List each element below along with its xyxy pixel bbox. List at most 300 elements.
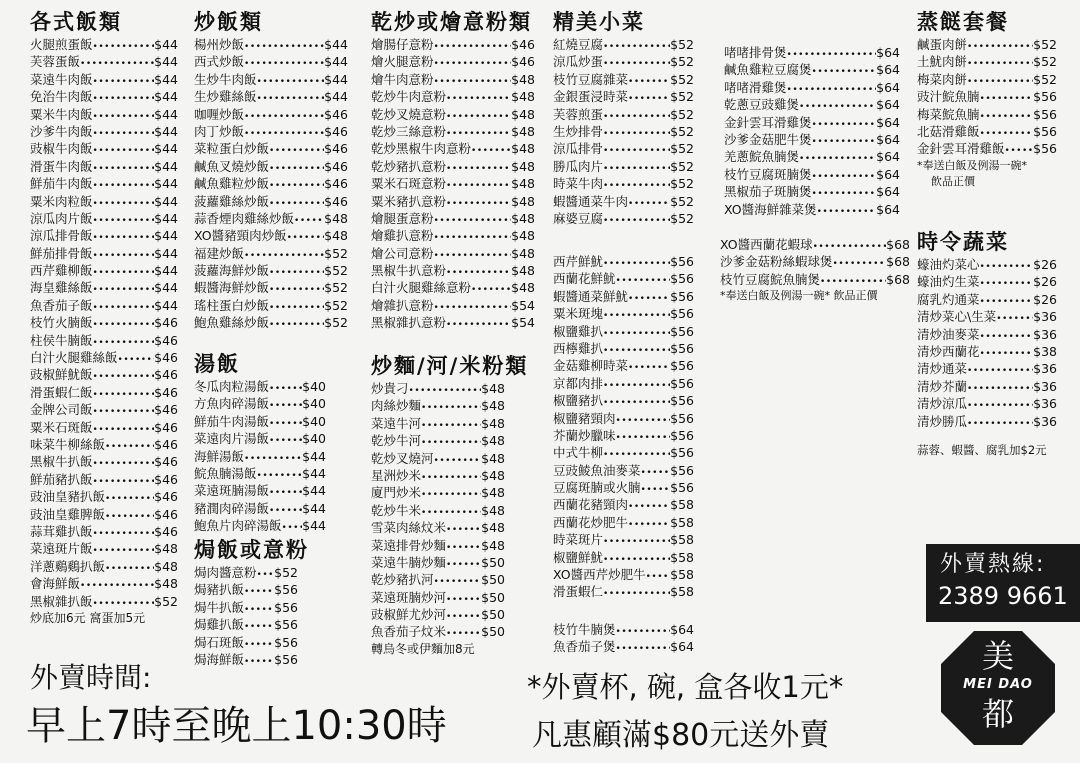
dot-leader [1005, 140, 1034, 157]
section-steamed [917, 8, 1057, 190]
menu-item-name: 菠蘿海鮮炒飯 [194, 263, 270, 279]
menu-item-price: $64 [876, 62, 900, 78]
menu-item-price: $44 [154, 123, 178, 139]
hours-time: 早上7時至晚上10:30時 [26, 703, 447, 749]
dot-leader [641, 479, 671, 496]
menu-item-name: 涼瓜排骨 [553, 141, 604, 157]
dot-leader [421, 484, 481, 501]
dot-leader [787, 79, 877, 96]
menu-item-name: 菠蘿雞絲炒飯 [194, 193, 270, 209]
dot-leader [628, 514, 670, 531]
menu-item-name: 菜遠斑腩湯飯 [194, 483, 270, 499]
menu-item [917, 36, 1057, 53]
menu-item-price: $64 [876, 201, 900, 217]
menu-item-price: $56 [1033, 141, 1057, 157]
menu-item-name: 粟米石斑意粉 [371, 176, 447, 192]
menu-item-price: $50 [481, 572, 505, 588]
dot-leader [446, 589, 481, 606]
menu-item-name: 魚香茄子飯 [30, 297, 93, 313]
menu-item-price: $36 [1033, 396, 1057, 412]
menu-item [194, 175, 348, 192]
menu-item-name: 鮑魚雞絲炒飯 [194, 315, 270, 331]
menu-item-price: $48 [154, 576, 178, 592]
menu-item-name: 時菜斑片 [553, 532, 604, 548]
menu-item-price: $36 [1033, 326, 1057, 342]
menu-item [553, 140, 694, 157]
menu-item-price: $44 [154, 297, 178, 313]
menu-item [724, 44, 900, 61]
dot-leader [287, 227, 325, 244]
menu-item-name: 鹹魚雞粒炒飯 [194, 176, 270, 192]
menu-item [553, 175, 694, 192]
dot-leader [799, 148, 876, 165]
dot-leader [628, 88, 670, 105]
hotline-number: 2389 9661 [938, 582, 1068, 610]
menu-item-name: 黑椒牛扒意粉 [371, 263, 447, 279]
dot-leader [244, 53, 324, 70]
menu-item [724, 114, 900, 131]
dot-leader [446, 537, 481, 554]
dot-leader [603, 444, 670, 461]
section-title: 乾炒或燴意粉類 [371, 10, 532, 34]
menu-list [553, 253, 694, 601]
menu-item-price: $56 [670, 445, 694, 461]
menu-item-price: $44 [154, 263, 178, 279]
dot-leader [93, 36, 155, 53]
dot-leader [603, 549, 670, 566]
menu-item [553, 583, 694, 600]
section-note: 炒底加6元 窩蛋加5元 [30, 610, 146, 625]
dot-leader [434, 227, 512, 244]
menu-item-price: $46 [154, 436, 178, 452]
menu-item [371, 175, 535, 192]
menu-item-name: 蝦醬通菜牛肉 [553, 193, 629, 209]
dot-leader [434, 571, 482, 588]
menu-item-price: $44 [154, 176, 178, 192]
menu-item-price: $36 [1033, 361, 1057, 377]
menu-item-name: 菜遠牛肉飯 [30, 71, 93, 87]
menu-item [371, 279, 535, 296]
dot-leader [421, 467, 481, 484]
dot-leader [244, 106, 324, 123]
menu-item [30, 314, 178, 331]
dot-leader [244, 36, 324, 53]
menu-item [724, 166, 900, 183]
dot-leader [434, 36, 512, 53]
menu-item [194, 53, 348, 70]
dot-leader [967, 395, 1033, 412]
menu-item-price: $46 [154, 367, 178, 383]
dot-leader [93, 123, 155, 140]
dot-leader [269, 413, 302, 430]
menu-item-price: $48 [154, 558, 178, 574]
dot-leader [980, 326, 1034, 343]
menu-item-name: 蒜茸雞扒飯 [30, 523, 93, 539]
menu-item-price: $50 [481, 554, 505, 570]
menu-item [194, 262, 348, 279]
menu-item [30, 332, 178, 349]
section-claypot-2 [720, 236, 910, 304]
dot-leader [93, 332, 155, 349]
menu-item-name: 咖喱炒飯 [194, 106, 245, 122]
dot-leader [812, 61, 877, 78]
menu-item-price: $58 [670, 567, 694, 583]
menu-item-price: $68 [886, 271, 910, 287]
menu-item-price: $48 [481, 520, 505, 536]
menu-item-price: $64 [670, 639, 694, 655]
menu-item-name: 芥蘭炒臘味 [553, 427, 616, 443]
menu-item [371, 450, 505, 467]
menu-item [194, 123, 348, 140]
menu-list [30, 36, 178, 610]
menu-item-price: $46 [154, 454, 178, 470]
menu-item [194, 210, 348, 227]
menu-item-name: 冬瓜肉粒湯飯 [194, 379, 270, 394]
menu-item-name: 海皇雞絲飯 [30, 280, 93, 296]
promo-free-delivery: 凡惠顧滿$80元送外賣 [532, 718, 830, 753]
menu-item [917, 123, 1057, 140]
dot-leader [93, 193, 155, 210]
menu-item [194, 634, 298, 651]
menu-item-price: $52 [670, 158, 694, 174]
menu-item [553, 193, 694, 210]
menu-item [371, 623, 505, 640]
menu-item-name: 椒鹽鮮魷 [553, 549, 604, 565]
dot-leader [244, 599, 274, 616]
menu-item-price: $48 [511, 280, 535, 296]
logo-latin: MEI DAO [963, 677, 1033, 692]
menu-list [371, 380, 505, 641]
menu-item-price: $44 [302, 483, 326, 499]
menu-item-price: $44 [154, 54, 178, 70]
menu-item-name: 枝竹豆腐鯇魚腩煲 [720, 271, 821, 287]
dot-leader [603, 340, 670, 357]
menu-item [917, 88, 1057, 105]
menu-list [194, 378, 326, 535]
hotline-box [926, 544, 1080, 622]
menu-item-name: 啫啫排骨煲 [724, 45, 787, 60]
menu-item-name: 鹹魚雞粒豆腐煲 [724, 62, 812, 78]
dot-leader [244, 634, 274, 651]
menu-item-price: $44 [324, 89, 348, 105]
section-note: 飲品正價 [931, 174, 975, 188]
menu-item [371, 123, 535, 140]
menu-item-price: $46 [154, 506, 178, 522]
menu-item-price: $52 [670, 123, 694, 139]
menu-item [30, 488, 178, 505]
section-title: 時令蔬菜 [917, 230, 1009, 254]
dot-leader [93, 279, 155, 296]
dot-leader [813, 236, 887, 253]
menu-item-name: 乾炒豬扒河 [371, 572, 434, 588]
menu-item [917, 71, 1057, 88]
menu-item-price: $44 [324, 54, 348, 70]
menu-item [194, 599, 298, 616]
dot-leader [603, 106, 670, 123]
menu-item-name: 福建炒飯 [194, 245, 245, 261]
menu-item-price: $56 [1033, 123, 1057, 139]
dot-leader [616, 638, 671, 655]
menu-item-price: $48 [481, 415, 505, 431]
menu-item-price: $58 [670, 514, 694, 530]
menu-item-price: $64 [876, 149, 900, 165]
menu-item-price: $50 [481, 624, 505, 640]
menu-item-name: 梅菜肉餅 [917, 71, 968, 87]
menu-item-name: 豉油皇豬扒飯 [30, 489, 106, 505]
dot-leader [616, 427, 671, 444]
menu-item-name: 燴公司意粉 [371, 245, 434, 261]
menu-item-name: 燴腸仔意粉 [371, 37, 434, 52]
dot-leader [980, 291, 1034, 308]
menu-item-name: 椒鹽豬扒 [553, 393, 604, 409]
menu-item [553, 514, 694, 531]
menu-item-price: $58 [670, 532, 694, 548]
menu-item-name: 滑蛋蝦仁 [553, 584, 604, 600]
menu-item [553, 71, 694, 88]
menu-item-name: XO醬豬頸肉炒飯 [194, 228, 287, 244]
dot-leader [967, 413, 1033, 430]
menu-list [553, 621, 694, 656]
menu-item [194, 651, 298, 668]
menu-item [371, 502, 505, 519]
dot-leader [409, 380, 482, 397]
menu-item [553, 410, 694, 427]
dot-leader [817, 201, 877, 218]
section-pasta [371, 8, 535, 332]
menu-item [194, 36, 348, 53]
dot-leader [244, 448, 302, 465]
dot-leader [603, 253, 670, 270]
dot-leader [257, 88, 325, 105]
menu-list [371, 36, 535, 332]
menu-item-price: $56 [274, 651, 298, 667]
menu-item-price: $48 [324, 228, 348, 244]
menu-item-price: $46 [154, 384, 178, 400]
dot-leader [257, 564, 275, 581]
dot-leader [628, 288, 670, 305]
menu-item [30, 558, 178, 575]
menu-item-name: 粟米牛肉飯 [30, 106, 93, 122]
menu-item-name: 燴雞扒意粉 [371, 228, 434, 244]
dot-leader [446, 606, 481, 623]
menu-item [553, 444, 694, 461]
menu-item-name: 菜遠斑腩炒河 [371, 589, 447, 605]
dot-leader [282, 517, 303, 534]
menu-item-name: 西蘭花豬頸肉 [553, 497, 629, 513]
dot-leader [799, 96, 876, 113]
dot-leader [269, 430, 302, 447]
dot-leader [446, 623, 481, 640]
menu-item [917, 378, 1057, 395]
dot-leader [980, 123, 1034, 140]
menu-item-name: 乾炒豬扒意粉 [371, 158, 447, 174]
menu-item [30, 193, 178, 210]
dot-leader [80, 575, 154, 592]
menu-item [30, 71, 178, 88]
dot-leader [603, 305, 670, 322]
menu-item [30, 140, 178, 157]
dot-leader [93, 523, 155, 540]
menu-item-name: 乾炒牛肉意粉 [371, 89, 447, 105]
menu-item-price: $56 [670, 375, 694, 391]
menu-item-price: $46 [154, 523, 178, 539]
menu-item [553, 288, 694, 305]
menu-item-name: 金銀蛋浸時菜 [553, 89, 629, 105]
menu-item [194, 517, 326, 534]
menu-item-price: $44 [324, 71, 348, 87]
menu-item-price: $46 [154, 350, 178, 366]
menu-item [30, 401, 178, 418]
dot-leader [446, 314, 511, 331]
dot-leader [980, 106, 1034, 123]
menu-item-price: $56 [1033, 106, 1057, 122]
menu-item-price: $48 [511, 89, 535, 105]
menu-item-price: $44 [302, 500, 326, 516]
dot-leader [628, 357, 670, 374]
menu-item [371, 589, 505, 606]
menu-item-name: 雪菜肉絲炆米 [371, 520, 447, 536]
menu-item-price: $44 [154, 280, 178, 296]
menu-item-price: $56 [670, 340, 694, 356]
section-note: 蒜蓉、蝦醬、腐乳加$2元 [917, 442, 1047, 457]
dot-leader [812, 183, 877, 200]
menu-item [194, 616, 298, 633]
menu-item-name: 蝦醬海鮮炒飯 [194, 280, 270, 296]
dot-leader [269, 279, 324, 296]
menu-item [194, 413, 326, 430]
menu-item-name: 魚香茄子炆米 [371, 624, 447, 640]
menu-item [553, 323, 694, 340]
menu-item-price: $46 [324, 193, 348, 209]
menu-item [371, 571, 505, 588]
menu-item [917, 395, 1057, 412]
menu-item-name: 粟米石斑飯 [30, 419, 93, 435]
menu-item-name: 味菜牛柳絲飯 [30, 436, 106, 452]
menu-item-price: $52 [1033, 37, 1057, 52]
dot-leader [603, 210, 670, 227]
menu-item-price: $44 [302, 465, 326, 481]
menu-item-price: $64 [876, 184, 900, 200]
menu-item-name: 西式炒飯 [194, 54, 245, 70]
hotline-label: 外賣熱線: [940, 552, 1046, 577]
menu-item-name: 鮮茄豬扒飯 [30, 471, 93, 487]
dot-leader [628, 496, 670, 513]
dot-leader [105, 506, 154, 523]
dot-leader [93, 297, 155, 314]
menu-item-name: 菜遠排骨炒麵 [371, 537, 447, 553]
menu-item [553, 462, 694, 479]
section-title: 蒸餸套餐 [917, 10, 1009, 34]
menu-item-name: 鹹魚叉燒炒飯 [194, 158, 270, 174]
dot-leader [93, 419, 155, 436]
menu-item [553, 566, 694, 583]
menu-item [371, 467, 505, 484]
menu-item-price: $52 [670, 141, 694, 157]
menu-item-price: $52 [670, 176, 694, 192]
section-title: 炒飯類 [194, 10, 263, 34]
dot-leader [980, 343, 1034, 360]
menu-item [553, 375, 694, 392]
menu-item-price: $36 [1033, 378, 1057, 394]
dot-leader [93, 210, 155, 227]
dot-leader [603, 36, 670, 53]
menu-item [194, 106, 348, 123]
menu-item-name: 生炒排骨 [553, 123, 604, 139]
menu-item [553, 496, 694, 513]
menu-item-name: 梅菜鯇魚腩 [917, 106, 980, 122]
menu-item-price: $48 [511, 193, 535, 209]
section-fried-rice [194, 8, 348, 332]
dot-leader [244, 245, 324, 262]
menu-item-name: 燴牛肉意粉 [371, 71, 434, 87]
menu-item-name: 洋蔥鷄鷄扒飯 [30, 558, 106, 574]
menu-item-price: $44 [154, 228, 178, 244]
menu-item-name: 時菜牛肉 [553, 176, 604, 192]
menu-item [371, 53, 535, 70]
menu-item-price: $64 [876, 79, 900, 95]
menu-item-price: $44 [154, 141, 178, 157]
menu-item [371, 71, 535, 88]
menu-item-name: 黑椒牛扒飯 [30, 454, 93, 470]
dot-leader [446, 158, 511, 175]
menu-item-price: $56 [670, 427, 694, 443]
menu-item-price: $52 [670, 193, 694, 209]
menu-item-price: $46 [154, 332, 178, 348]
dot-leader [93, 71, 155, 88]
menu-item-price: $46 [154, 402, 178, 418]
menu-item-price: $64 [876, 45, 900, 60]
section-small-dishes-3 [553, 621, 694, 656]
menu-item [917, 291, 1057, 308]
menu-item-price: $48 [511, 245, 535, 261]
menu-item-name: 乾炒牛河 [371, 433, 422, 449]
dot-leader [421, 432, 481, 449]
menu-item-price: $52 [154, 593, 178, 609]
menu-item-name: 鯇魚腩湯飯 [194, 465, 257, 481]
menu-item-price: $56 [670, 271, 694, 287]
menu-item [371, 262, 535, 279]
menu-item [917, 308, 1057, 325]
dot-leader [628, 71, 670, 88]
section-title: 炒麵/河/米粉類 [371, 354, 529, 378]
menu-item-price: $26 [1033, 257, 1057, 272]
menu-item-name: 椒鹽豬頸肉 [553, 410, 616, 426]
menu-item-name: 黑椒雜扒飯 [30, 593, 93, 609]
menu-item-price: $44 [154, 37, 178, 52]
menu-item [194, 378, 326, 395]
menu-item-price: $46 [154, 315, 178, 331]
menu-item-name: 方魚肉碎湯飯 [194, 396, 270, 412]
menu-item [194, 193, 348, 210]
menu-item-price: $68 [886, 254, 910, 270]
menu-item-name: 沙爹金菇粉絲蝦球煲 [720, 254, 833, 270]
menu-item [371, 158, 535, 175]
section-title: 精美小菜 [553, 10, 645, 34]
dot-leader [603, 323, 670, 340]
menu-item-price: $44 [154, 210, 178, 226]
section-soup-rice [194, 350, 326, 535]
dot-leader [269, 193, 324, 210]
menu-item [553, 549, 694, 566]
menu-item-name: 清炒菜心\生菜 [917, 309, 997, 325]
menu-item-price: $46 [511, 37, 535, 52]
dot-leader [434, 245, 512, 262]
menu-item-price: $56 [1033, 89, 1057, 105]
menu-item-name: 焗石斑飯 [194, 634, 245, 650]
menu-item-price: $56 [274, 582, 298, 598]
menu-item-name: 蒜香煙肉雞絲炒飯 [194, 210, 295, 226]
menu-item [371, 88, 535, 105]
